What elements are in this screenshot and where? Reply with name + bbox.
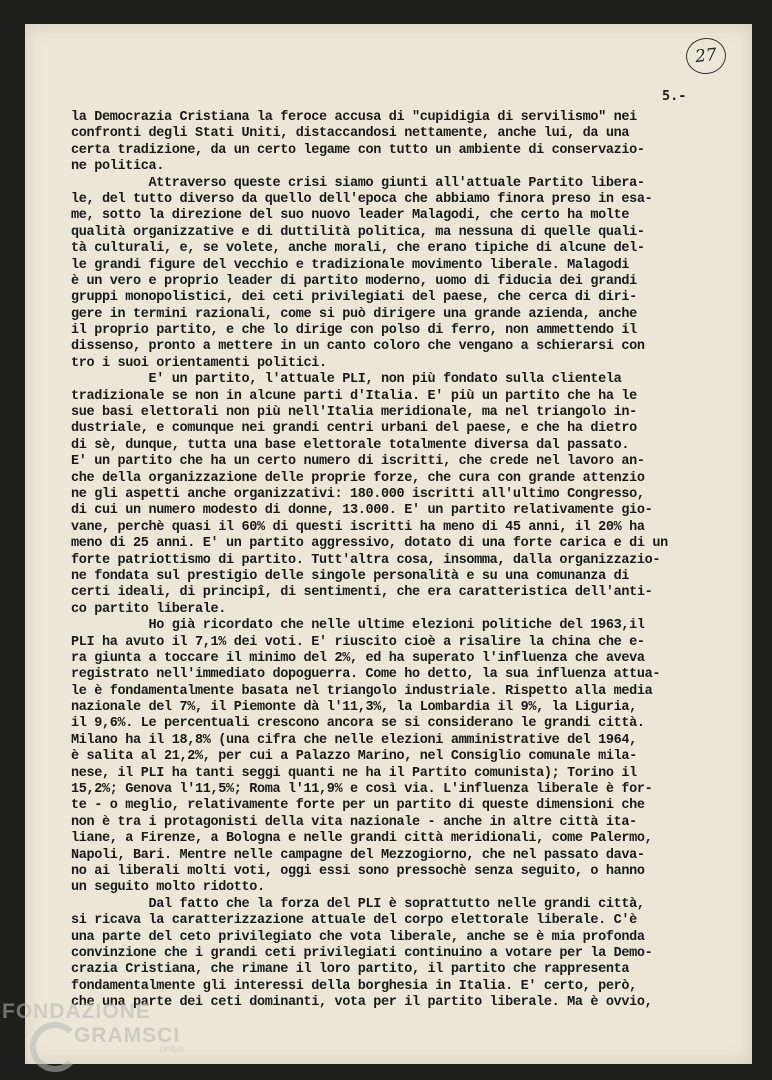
text-line: le è fondamentalmente basata nel triangolo industriale. Rispetto alla media <box>71 683 653 699</box>
text-line: gruppi monopolistici, dei ceti privilegiati del paese, che cerca di diri- <box>71 290 637 306</box>
text-line: ne politica. <box>71 159 165 175</box>
text-line: le, del tutto diverso da quello dell'epoca che abbiamo finora preso in esa- <box>71 191 653 207</box>
text-line: tradizionale se non in alcune parti d'Italia. E' più un partito che ha le <box>71 388 637 404</box>
text-line: convinzione che i grandi ceti privilegiati continuino a votare per la Demo- <box>71 945 653 961</box>
text-line: Dal fatto che la forza del PLI è soprattutto nelle grandi città, <box>71 896 645 912</box>
watermark-word-2: GRAMSCI <box>74 1024 181 1047</box>
text-line: te - o meglio, relativamente forte per un partito di queste dimensioni che <box>71 798 645 814</box>
text-line: gere in termini razionali, come si può dirigere una grande azienda, anche <box>71 306 637 322</box>
text-line: un seguito molto ridotto. <box>71 880 265 896</box>
watermark-word-3: onlus <box>160 1044 184 1055</box>
text-line: co partito liberale. <box>71 601 227 617</box>
text-line: fondamentalmente gli interessi della borghesia in Italia. E' certo, però, <box>71 978 637 994</box>
text-line: ne fondata sul prestigio delle singole personalità e su una comunanza di <box>71 568 630 584</box>
text-line: si ricava la caratterizzazione attuale del corpo elettorale liberale. C'è <box>71 913 637 929</box>
text-line: no ai liberali molti voti, oggi essi sono pressochè senza seguito, o hanno <box>71 863 645 879</box>
text-line: che della organizzazione delle proprie forze, che cura con grande attenzio <box>71 470 645 486</box>
text-line: forte patriottismo di partito. Tutt'altra cosa, insomma, dalla organizzazio- <box>71 552 661 568</box>
page-number: 5.- <box>662 88 687 104</box>
text-line: è un vero e proprio leader di partito moderno, uomo di fiducia dei grandi <box>71 273 637 289</box>
text-line: il 9,6%. Le percentuali crescono ancora se si considerano le grandi città. <box>71 716 645 732</box>
text-line: Attraverso queste crisi siamo giunti all'attuale Partito libera- <box>71 175 645 191</box>
text-line: qualità organizzative e di duttilità politica, ma nessuna di quelle quali- <box>71 224 645 240</box>
text-line: sue basi elettorali non più nell'Italia meridionale, ma nel triangolo in- <box>71 405 637 421</box>
text-line: meno di 25 anni. E' un partito aggressivo, dotato di una forte carica e di un <box>71 536 668 552</box>
text-line: che una parte dei ceti dominanti, vota per il partito liberale. Ma è ovvio, <box>71 995 653 1011</box>
text-line: dissenso, pronto a mettere in un canto coloro che vengano a schierarsi con <box>71 339 645 355</box>
watermark-word-1: FONDAZIONE <box>2 1000 151 1023</box>
text-line: una parte del ceto privilegiato che vota liberale, anche se è mia profonda <box>71 929 645 945</box>
text-line: il proprio partito, e che lo dirige con polso di ferro, non ammettendo il <box>71 323 637 339</box>
text-line: Milano ha il 18,8% (una cifra che nelle elezioni amministrative del 1964, <box>71 732 637 748</box>
document-body <box>71 110 751 1011</box>
text-line: è salita al 21,2%, per cui a Palazzo Marino, nel Consiglio comunale mila- <box>71 749 637 765</box>
text-line: crazia Cristiana, che rimane il loro partito, il partito che rappresenta <box>71 962 630 978</box>
text-line: la Democrazia Cristiana la feroce accusa di "cupidigia di servilismo" nei <box>71 110 637 125</box>
text-line: certi ideali, di principî, di sentimenti, che era caratteristica dell'anti- <box>71 585 653 601</box>
text-line: di cui un numero modesto di donne, 13.000. E' un partito relativamente gio- <box>71 503 653 519</box>
text-line: certa tradizione, da un certo legame con tutto un ambiente di conservazio- <box>71 142 645 158</box>
text-line: confronti degli Stati Uniti, distaccandosi nettamente, anche lui, da una <box>71 126 630 142</box>
text-line: dustriale, e comunque nei grandi centri urbani del paese, e che ha dietro <box>71 421 637 437</box>
text-line: liane, a Firenze, a Bologna e nelle grandi città meridionali, come Palermo, <box>71 831 653 847</box>
text-line: 15,2%; Genova l'11,5%; Roma l'11,9% e così via. L'influenza liberale è for- <box>71 782 653 798</box>
text-line: ra giunta a toccare il minimo del 2%, ed ha superato l'influenza che aveva <box>71 650 645 666</box>
text-line: registrato nell'immediato dopoguerra. Come ho detto, la sua influenza attua- <box>71 667 661 683</box>
text-line: E' un partito che ha un certo numero di iscritti, che crede nel lavoro an- <box>71 454 645 470</box>
watermark-g-icon <box>30 1022 80 1072</box>
text-line: nazionale del 7%, il Piemonte dà l'11,3%, la Lombardia il 9%, la Liguria, <box>71 700 637 716</box>
text-line: Napoli, Bari. Mentre nelle campagne del Mezzogiorno, che nel passato dava- <box>71 847 645 863</box>
watermark-logo <box>0 992 200 1080</box>
text-line: di sè, dunque, tutta una base elettorale totalmente diversa dal passato. <box>71 437 630 453</box>
text-line: non è tra i protagonisti della vita nazionale - anche in altre città ita- <box>71 814 637 830</box>
folio-number: 27 <box>684 36 728 76</box>
text-line: ne gli aspetti anche organizzativi: 180.000 iscritti all'ultimo Congresso, <box>71 486 645 502</box>
text-line: tà culturali, e, se volete, anche morali, che erano tipiche di alcune del- <box>71 241 645 257</box>
text-line: nese, il PLI ha tanti seggi quanti ne ha il Partito comunista); Torino il <box>71 765 637 781</box>
text-line: E' un partito, l'attuale PLI, non più fondato sulla clientela <box>71 372 622 388</box>
text-line: le grandi figure del vecchio e tradizionale movimento liberale. Malagodi <box>71 257 630 273</box>
text-line: PLI ha avuto il 7,1% dei voti. E' riuscito cioè a risalire la china che e- <box>71 634 645 650</box>
text-line: me, sotto la direzione del suo nuovo leader Malagodi, che certo ha molte <box>71 208 630 224</box>
text-line: Ho già ricordato che nelle ultime elezioni politiche del 1963,il <box>71 618 645 634</box>
text-line: tro i suoi orientamenti politici. <box>71 355 327 371</box>
text-line: vane, perchè quasi il 60% di questi iscritti ha meno di 45 anni, il 20% ha <box>71 519 645 535</box>
